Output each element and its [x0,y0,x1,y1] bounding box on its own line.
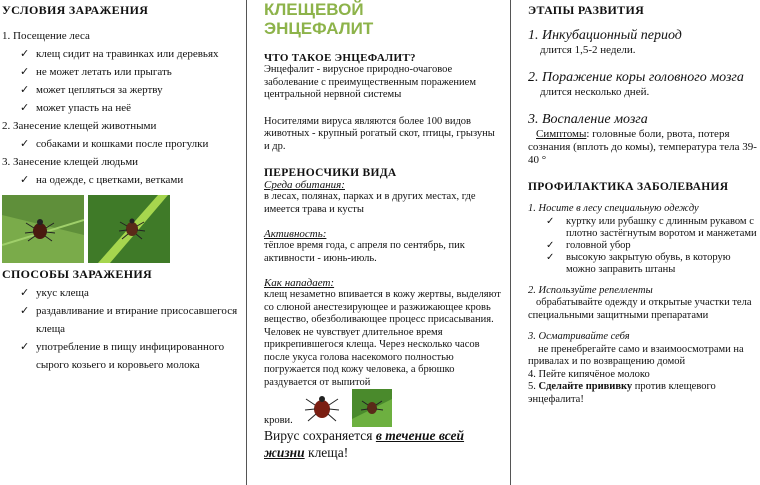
list-item: ✓ клещ сидит на травинках или деревьях [2,45,246,63]
vectors-heading: ПЕРЕНОСЧИКИ ВИДА [264,167,397,179]
column-stages [519,0,760,485]
prevention-heading: ПРОФИЛАКТИКА ЗАБОЛЕВАНИЯ [528,181,729,193]
activity-label: Активность: [264,228,327,240]
activity-text: тёплое время года, с апреля по сентябрь, пик активности - июнь-июль. [264,240,465,264]
ways-heading: СПОСОБЫ ЗАРАЖЕНИЯ [2,267,152,281]
tick-on-leaf-photo [2,195,84,263]
tick-illustration [304,391,340,425]
attack-end: крови. [264,415,293,426]
column-conditions [0,0,246,485]
divider [246,0,247,485]
column-encephalitis [256,0,503,485]
what-heading: ЧТО ТАКОЕ ЭНЦЕФАЛИТ? [264,52,416,64]
prevention-5: 5. Сделайте прививку против клещевого энцефалита! [528,381,716,405]
stage-3: 3. Воспаление мозга [528,112,648,127]
list-item: ✓ может цепляться за жертву [2,81,246,99]
stages-heading: ЭТАПЫ РАЗВИТИЯ [528,3,645,17]
condition-3: 3. Занесение клещей людьми [2,156,139,168]
divider [510,0,511,485]
habitat-text: в лесах, полянах, парках и в других местах, где имеется трава и кусты [264,191,476,215]
list-item: ✓ укус клеща [2,284,246,302]
list-item: ✓ на одежде, с цветками, ветками [2,171,246,189]
attack-label: Как нападает: [264,277,335,289]
list-item: ✓ собаками и кошками после прогулки [2,135,246,153]
habitat-label: Среда обитания: [264,179,345,191]
list-item: ✓ куртку или рубашку с длинным рукавом с плотно застёгнутым воротом и манжетами [528,216,760,240]
symptoms: Симптомы: головные боли, рвота, потеря сознания (вплоть до комы), температура тела 39-40 ° [528,128,757,166]
carriers-text: Носителями вируса являются более 100 видов животных - крупный рогатый скот, птицы, грызуны и др. [264,115,495,152]
list-item: ✓ головной убор [528,240,760,252]
list-item: ✓ высокую закрытую обувь, в которую можно заправить штаны [528,252,760,276]
title-line-1: КЛЕЩЕВОЙ [264,0,364,19]
tick-photo-small [352,389,392,427]
stage-2: 2. Поражение коры головного мозга [528,70,744,85]
prevention-3-text: не пренебрегайте само и взаимоосмотрами на привалах и по возвращению домой [528,343,744,367]
tick-photos [2,195,246,263]
prevention-2: 2. Используйте репелленты [528,284,653,296]
list-item: ✓ употребление в пищу инфицированного сырого козьего и коровьего молока [2,338,246,374]
tick-on-grass-photo [88,195,170,263]
attack-end-row [264,389,503,427]
list-item: ✓ может упасть на неё [2,99,246,117]
list-item: ✓ не может летать или прыгать [2,63,246,81]
title-line-2: ЭНЦЕФАЛИТ [264,19,374,38]
prevention-3: 3. Осматривайте себя [528,331,630,342]
conditions-heading: УСЛОВИЯ ЗАРАЖЕНИЯ [2,3,149,17]
prevention-1: 1. Носите в лесу специальную одежду [528,203,699,214]
prevention-2-text: обрабатывайте одежду и открытые участки тела специальными защитными препаратами [528,297,752,321]
what-text: Энцефалит - вирусное природно-очаговое заболевание с преимущественным поражением центральной нервной системы [264,64,476,100]
attack-text: клещ незаметно впивается в кожу жертвы, выделяют со слюной анестезирующее и разжижающее кровь вещество, обезболивающее процесс присасывания. Человек не чувствует длительное время прикрепившегося клеща. Через несколько часов после укуса голова насекомого полностью погружается под кожу человека, а брюшко раздувается от выпитой [264,289,501,388]
stage-2-sub: длится несколько дней. [540,86,650,98]
list-item: ✓ раздавливание и втирание присосавшегося клеща [2,302,246,338]
condition-1: 1. Посещение леса [2,30,90,42]
stage-1-sub: длится 1,5-2 недели. [540,44,636,56]
stage-1: 1. Инкубационный период [528,28,682,43]
prevention-4: 4. Пейте кипячёное молоко [528,368,650,380]
condition-2: 2. Занесение клещей животными [2,120,157,132]
virus-note: Вирус сохраняется в течение всей жизни клеща! [264,428,465,460]
